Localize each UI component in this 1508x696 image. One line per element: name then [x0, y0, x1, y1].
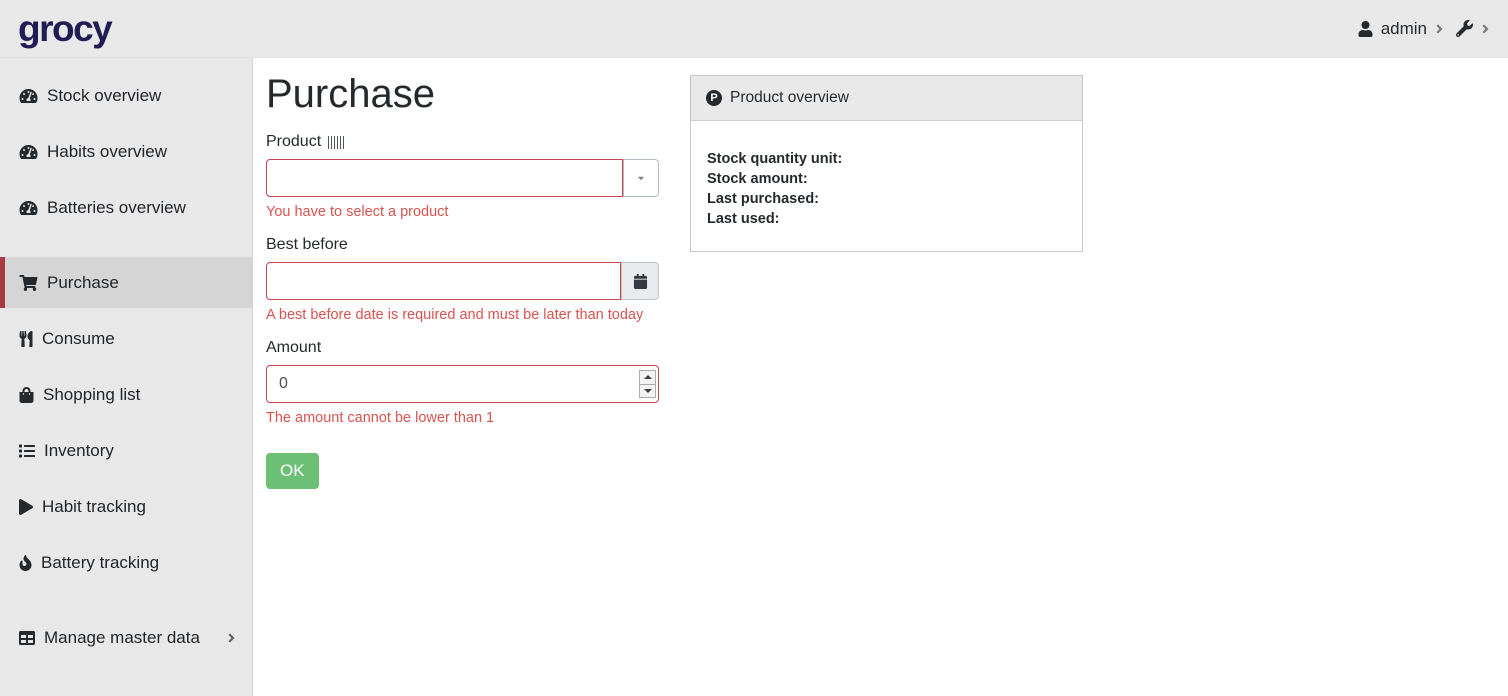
tachometer-icon — [19, 144, 38, 160]
list-icon — [19, 443, 35, 459]
amount-label: Amount — [266, 339, 322, 356]
amount-input-wrap — [266, 365, 659, 403]
product-input[interactable] — [266, 159, 623, 197]
app-logo[interactable]: grocy — [18, 8, 112, 49]
utensils-icon — [19, 331, 33, 347]
caret-down-icon — [644, 389, 652, 393]
stepper-up-button[interactable] — [640, 371, 655, 384]
chevron-right-icon — [1481, 22, 1490, 36]
last-used-label: Last used: — [707, 211, 780, 227]
best-before-label-row — [266, 236, 659, 254]
sidebar-item-label: Purchase — [47, 272, 119, 292]
sidebar-item-label: Inventory — [44, 440, 114, 460]
product-hunt-icon — [706, 90, 722, 106]
purchase-form — [266, 133, 659, 489]
table-icon — [19, 630, 35, 646]
sidebar-item-battery-tracking[interactable] — [0, 537, 252, 588]
amount-label-row — [266, 339, 659, 357]
settings-menu[interactable] — [1456, 20, 1490, 37]
main-area — [253, 58, 1508, 696]
stepper-down-button[interactable] — [640, 384, 655, 398]
purchase-form-section — [253, 58, 690, 489]
sidebar-item-label: Consume — [42, 328, 115, 348]
product-label-row — [266, 133, 659, 151]
flame-icon — [19, 555, 32, 571]
product-overview-title: Product overview — [730, 89, 849, 106]
top-bar-actions — [1358, 19, 1490, 39]
user-menu[interactable] — [1358, 19, 1444, 39]
tachometer-icon — [19, 200, 38, 216]
last-purchased-label: Last purchased: — [707, 191, 819, 207]
user-name: admin — [1380, 18, 1427, 38]
product-error: You have to select a product — [266, 204, 449, 220]
sidebar-item-consume[interactable] — [0, 313, 252, 364]
product-label: Product — [266, 133, 322, 150]
tachometer-icon — [19, 88, 38, 104]
page-title: Purchase — [266, 72, 435, 116]
sidebar-item-label: Stock overview — [47, 85, 162, 105]
stock-quantity-unit-label: Stock quantity unit: — [707, 151, 843, 167]
sidebar-item-label: Batteries overview — [47, 197, 186, 217]
sidebar — [0, 58, 253, 696]
sidebar-item-habit-tracking[interactable] — [0, 481, 252, 532]
product-overview-card — [690, 75, 1083, 252]
ok-button[interactable]: OK — [266, 453, 319, 489]
amount-stepper[interactable] — [639, 370, 656, 398]
barcode-icon — [328, 136, 346, 149]
amount-input[interactable] — [266, 365, 659, 403]
sidebar-item-habits-overview[interactable] — [0, 126, 252, 177]
product-dropdown-button[interactable] — [623, 159, 659, 197]
best-before-error: A best before date is required and must be later than today — [266, 307, 644, 323]
sidebar-item-manage-master-data[interactable] — [0, 612, 252, 663]
sidebar-item-stock-overview[interactable] — [0, 70, 252, 121]
play-icon — [19, 499, 33, 515]
sidebar-item-label: Battery tracking — [41, 552, 160, 572]
sidebar-item-shopping-list[interactable] — [0, 369, 252, 420]
calendar-icon — [633, 274, 648, 289]
sidebar-item-batteries-overview[interactable] — [0, 182, 252, 233]
caret-up-icon — [644, 375, 652, 379]
sidebar-item-label: Habits overview — [47, 141, 167, 161]
chevron-right-icon — [1435, 22, 1444, 36]
top-bar — [0, 0, 1508, 58]
best-before-label: Best before — [266, 236, 348, 253]
best-before-input[interactable] — [266, 262, 621, 300]
product-input-group — [266, 159, 659, 197]
wrench-icon — [1456, 20, 1473, 37]
shopping-bag-icon — [19, 387, 34, 403]
sidebar-item-label: Manage master data — [44, 627, 200, 647]
sidebar-item-purchase[interactable] — [0, 257, 252, 308]
stock-amount-label: Stock amount: — [707, 171, 808, 187]
amount-error: The amount cannot be lower than 1 — [266, 410, 495, 426]
user-icon — [1358, 21, 1373, 37]
shopping-cart-icon — [19, 275, 38, 291]
caret-down-icon — [636, 173, 646, 183]
product-overview-header — [691, 76, 1082, 121]
best-before-input-group — [266, 262, 659, 300]
sidebar-item-label: Habit tracking — [42, 496, 146, 516]
datepicker-button[interactable] — [621, 262, 659, 300]
chevron-right-icon — [227, 631, 236, 645]
sidebar-item-label: Shopping list — [43, 384, 141, 404]
sidebar-item-inventory[interactable] — [0, 425, 252, 476]
product-overview-body — [691, 121, 1082, 251]
